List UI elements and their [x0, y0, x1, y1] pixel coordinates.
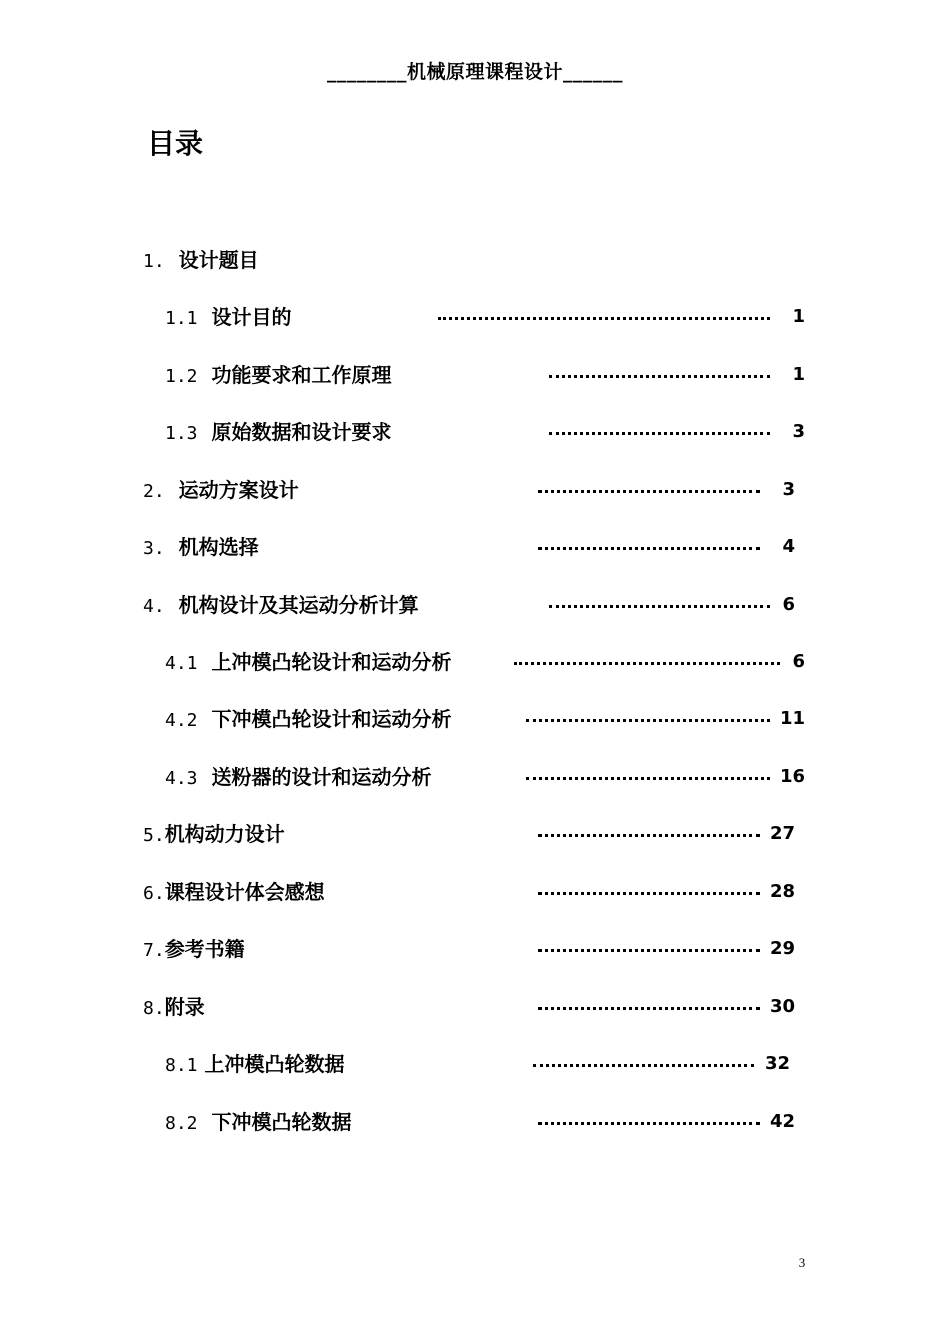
toc-label: 附录	[164, 995, 205, 1019]
dot-leader	[538, 949, 760, 952]
toc-number: 2.	[143, 481, 165, 502]
dot-leader	[538, 1007, 760, 1010]
toc-entry[interactable]	[0, 243, 950, 277]
toc-entry[interactable]	[0, 875, 950, 909]
page-header	[0, 58, 950, 86]
toc-entry[interactable]	[0, 588, 950, 622]
dot-leader	[533, 1064, 754, 1067]
dot-leader	[549, 375, 770, 378]
toc-page-number: 32	[764, 1053, 790, 1074]
toc-number: 8.	[143, 998, 165, 1019]
toc-page-number: 3	[792, 421, 805, 442]
toc-label: 设计题目	[178, 248, 259, 272]
toc-page-number: 1	[792, 306, 805, 327]
toc-number: 4.1	[165, 653, 198, 674]
toc-number: 8.2	[165, 1113, 198, 1134]
dot-leader	[526, 777, 770, 780]
toc-number: 1.	[143, 251, 165, 272]
toc-page-number: 1	[792, 364, 805, 385]
toc-page-number: 4	[782, 536, 795, 557]
toc-page-number: 6	[792, 651, 805, 672]
toc-number: 6.	[143, 883, 165, 904]
toc-number: 1.3	[165, 423, 198, 444]
toc-entry[interactable]	[0, 530, 950, 564]
toc-number: 1.1	[165, 308, 198, 329]
toc-entry[interactable]	[0, 1105, 950, 1139]
toc-label: 参考书籍	[164, 937, 245, 961]
toc-label: 功能要求和工作原理	[211, 363, 392, 387]
toc-entry[interactable]	[0, 1047, 950, 1081]
dot-leader	[514, 662, 780, 665]
toc-label: 机构动力设计	[164, 822, 285, 846]
toc-page-number: 16	[779, 766, 805, 787]
page-number: 3	[798, 1255, 806, 1270]
toc-label: 运动方案设计	[178, 478, 299, 502]
toc-entry[interactable]	[0, 760, 950, 794]
toc-label: 原始数据和设计要求	[211, 420, 392, 444]
toc-page-number: 11	[779, 708, 805, 729]
toc-label: 设计目的	[211, 305, 292, 329]
toc-number: 4.2	[165, 710, 198, 731]
toc-entry[interactable]	[0, 300, 950, 334]
toc-label: 送粉器的设计和运动分析	[211, 765, 432, 789]
header-text: ________机械原理课程设计______	[326, 61, 623, 83]
toc-page-number: 42	[769, 1111, 795, 1132]
toc-number: 4.3	[165, 768, 198, 789]
dot-leader	[526, 719, 770, 722]
toc-number: 8.1	[165, 1055, 198, 1076]
toc-entry[interactable]	[0, 990, 950, 1024]
toc-entry[interactable]	[0, 932, 950, 966]
dot-leader	[538, 490, 760, 493]
toc-label: 机构设计及其运动分析计算	[178, 593, 419, 617]
dot-leader	[438, 317, 770, 320]
dot-leader	[549, 432, 770, 435]
toc-label: 机构选择	[178, 535, 259, 559]
dot-leader	[538, 547, 760, 550]
toc-number: 5.	[143, 825, 165, 846]
toc-entry[interactable]	[0, 415, 950, 449]
toc-page-number: 30	[769, 996, 795, 1017]
toc-number: 1.2	[165, 366, 198, 387]
toc-label: 下冲模凸轮设计和运动分析	[211, 707, 452, 731]
toc-entry[interactable]	[0, 817, 950, 851]
toc-entry[interactable]	[0, 645, 950, 679]
page-title: 目录	[147, 127, 204, 160]
toc-number: 7.	[143, 940, 165, 961]
toc-page-number: 3	[782, 479, 795, 500]
dot-leader	[538, 834, 760, 837]
toc-number: 4.	[143, 596, 165, 617]
toc-label: 上冲模凸轮数据	[204, 1052, 345, 1076]
dot-leader	[538, 1122, 760, 1125]
toc-page-number: 27	[769, 823, 795, 844]
toc-page-number: 29	[769, 938, 795, 959]
toc-label: 课程设计体会感想	[164, 880, 325, 904]
dot-leader	[549, 605, 770, 608]
toc-entry[interactable]	[0, 358, 950, 392]
toc-page-number: 6	[782, 594, 795, 615]
toc-page-number: 28	[769, 881, 795, 902]
toc-entry[interactable]	[0, 702, 950, 736]
toc-number: 3.	[143, 538, 165, 559]
toc-label: 下冲模凸轮数据	[211, 1110, 352, 1134]
toc-label: 上冲模凸轮设计和运动分析	[211, 650, 452, 674]
dot-leader	[538, 892, 760, 895]
toc-entry[interactable]	[0, 473, 950, 507]
